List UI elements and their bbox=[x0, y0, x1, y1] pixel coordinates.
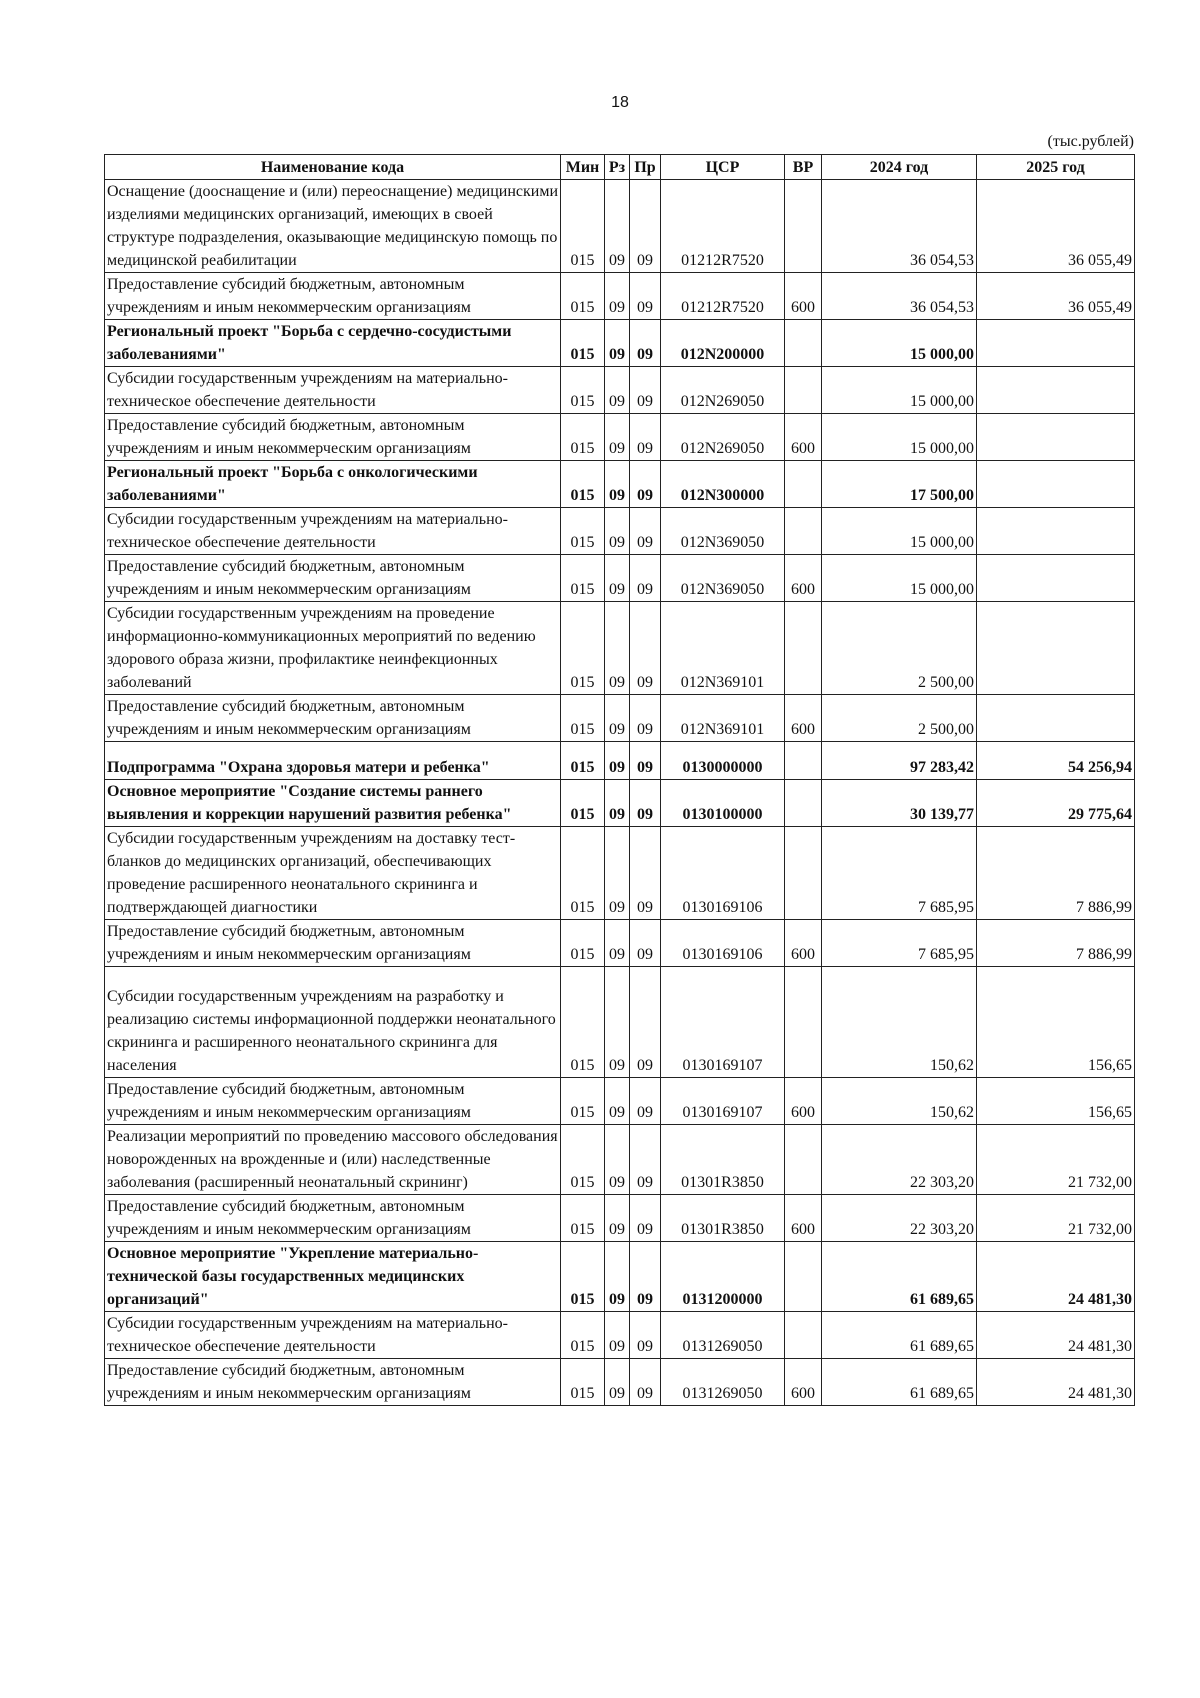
cell-csr: 012N369101 bbox=[661, 695, 785, 742]
cell-rz: 09 bbox=[605, 695, 630, 742]
table-row bbox=[105, 602, 1135, 695]
cell-2024: 97 283,42 bbox=[822, 742, 977, 780]
cell-2024: 61 689,65 bbox=[822, 1242, 977, 1312]
cell-name: Предоставление субсидий бюджетным, автономным учреждениям и иным некоммерческим организациям bbox=[105, 1359, 561, 1406]
cell-pr: 09 bbox=[630, 827, 661, 920]
table-row bbox=[105, 414, 1135, 461]
cell-vr bbox=[785, 967, 822, 1078]
cell-name: Основное мероприятие "Создание системы раннего выявления и коррекции нарушений развития ребенка" bbox=[105, 780, 561, 827]
cell-pr: 09 bbox=[630, 555, 661, 602]
header-rz: Рз bbox=[605, 155, 630, 180]
cell-2025: 7 886,99 bbox=[977, 920, 1135, 967]
cell-2024: 61 689,65 bbox=[822, 1312, 977, 1359]
cell-vr: 600 bbox=[785, 555, 822, 602]
cell-min: 015 bbox=[561, 602, 605, 695]
header-2025: 2025 год bbox=[977, 155, 1135, 180]
cell-min: 015 bbox=[561, 1312, 605, 1359]
cell-vr bbox=[785, 1242, 822, 1312]
cell-rz: 09 bbox=[605, 1242, 630, 1312]
cell-min: 015 bbox=[561, 1125, 605, 1195]
cell-min: 015 bbox=[561, 320, 605, 367]
cell-vr bbox=[785, 742, 822, 780]
cell-csr: 0131269050 bbox=[661, 1312, 785, 1359]
cell-csr: 012N369050 bbox=[661, 508, 785, 555]
cell-pr: 09 bbox=[630, 920, 661, 967]
cell-2025: 21 732,00 bbox=[977, 1125, 1135, 1195]
cell-min: 015 bbox=[561, 1195, 605, 1242]
cell-min: 015 bbox=[561, 367, 605, 414]
cell-rz: 09 bbox=[605, 602, 630, 695]
cell-vr bbox=[785, 508, 822, 555]
header-min: Мин bbox=[561, 155, 605, 180]
cell-2024: 15 000,00 bbox=[822, 508, 977, 555]
cell-2024: 7 685,95 bbox=[822, 827, 977, 920]
table-row bbox=[105, 320, 1135, 367]
cell-min: 015 bbox=[561, 920, 605, 967]
cell-2025 bbox=[977, 414, 1135, 461]
cell-min: 015 bbox=[561, 1242, 605, 1312]
cell-rz: 09 bbox=[605, 414, 630, 461]
page-number: 18 bbox=[611, 94, 629, 111]
table-row bbox=[105, 1125, 1135, 1195]
cell-2024: 150,62 bbox=[822, 1078, 977, 1125]
cell-2025: 24 481,30 bbox=[977, 1312, 1135, 1359]
table-row bbox=[105, 827, 1135, 920]
cell-csr: 0130169106 bbox=[661, 920, 785, 967]
cell-name: Предоставление субсидий бюджетным, автономным учреждениям и иным некоммерческим организациям bbox=[105, 414, 561, 461]
table-row bbox=[105, 555, 1135, 602]
table-row bbox=[105, 367, 1135, 414]
cell-2025 bbox=[977, 508, 1135, 555]
header-csr: ЦСР bbox=[661, 155, 785, 180]
table-body bbox=[105, 180, 1135, 1406]
cell-name: Региональный проект "Борьба с онкологическими заболеваниями" bbox=[105, 461, 561, 508]
cell-2025: 36 055,49 bbox=[977, 180, 1135, 273]
cell-csr: 012N369101 bbox=[661, 602, 785, 695]
cell-csr: 012N269050 bbox=[661, 367, 785, 414]
table-row bbox=[105, 695, 1135, 742]
cell-2024: 22 303,20 bbox=[822, 1195, 977, 1242]
table-row bbox=[105, 742, 1135, 780]
cell-2025: 24 481,30 bbox=[977, 1359, 1135, 1406]
cell-pr: 09 bbox=[630, 273, 661, 320]
cell-pr: 09 bbox=[630, 367, 661, 414]
table-row bbox=[105, 780, 1135, 827]
cell-2025 bbox=[977, 695, 1135, 742]
cell-vr: 600 bbox=[785, 695, 822, 742]
cell-rz: 09 bbox=[605, 1125, 630, 1195]
cell-2024: 15 000,00 bbox=[822, 555, 977, 602]
cell-pr: 09 bbox=[630, 967, 661, 1078]
cell-2024: 17 500,00 bbox=[822, 461, 977, 508]
cell-2024: 7 685,95 bbox=[822, 920, 977, 967]
cell-2024: 36 054,53 bbox=[822, 273, 977, 320]
cell-rz: 09 bbox=[605, 742, 630, 780]
cell-min: 015 bbox=[561, 180, 605, 273]
cell-min: 015 bbox=[561, 742, 605, 780]
cell-pr: 09 bbox=[630, 780, 661, 827]
cell-name: Предоставление субсидий бюджетным, автономным учреждениям и иным некоммерческим организациям bbox=[105, 555, 561, 602]
cell-name: Предоставление субсидий бюджетным, автономным учреждениям и иным некоммерческим организациям bbox=[105, 920, 561, 967]
cell-csr: 01301R3850 bbox=[661, 1195, 785, 1242]
cell-min: 015 bbox=[561, 555, 605, 602]
cell-csr: 012N369050 bbox=[661, 555, 785, 602]
cell-rz: 09 bbox=[605, 1195, 630, 1242]
cell-2024: 15 000,00 bbox=[822, 320, 977, 367]
header-vr: ВР bbox=[785, 155, 822, 180]
cell-2025: 156,65 bbox=[977, 1078, 1135, 1125]
cell-vr bbox=[785, 827, 822, 920]
cell-vr: 600 bbox=[785, 414, 822, 461]
cell-2025: 156,65 bbox=[977, 967, 1135, 1078]
cell-name: Предоставление субсидий бюджетным, автономным учреждениям и иным некоммерческим организациям bbox=[105, 1078, 561, 1125]
budget-table bbox=[104, 154, 1135, 1406]
cell-csr: 01212R7520 bbox=[661, 273, 785, 320]
table-row bbox=[105, 461, 1135, 508]
cell-pr: 09 bbox=[630, 1242, 661, 1312]
cell-2025 bbox=[977, 602, 1135, 695]
cell-2024: 2 500,00 bbox=[822, 695, 977, 742]
cell-rz: 09 bbox=[605, 461, 630, 508]
cell-2025 bbox=[977, 367, 1135, 414]
cell-rz: 09 bbox=[605, 320, 630, 367]
table-row bbox=[105, 1195, 1135, 1242]
cell-rz: 09 bbox=[605, 273, 630, 320]
cell-pr: 09 bbox=[630, 742, 661, 780]
cell-vr: 600 bbox=[785, 920, 822, 967]
cell-pr: 09 bbox=[630, 1312, 661, 1359]
cell-pr: 09 bbox=[630, 1359, 661, 1406]
cell-pr: 09 bbox=[630, 508, 661, 555]
cell-min: 015 bbox=[561, 827, 605, 920]
cell-vr: 600 bbox=[785, 1359, 822, 1406]
cell-vr: 600 bbox=[785, 1078, 822, 1125]
cell-rz: 09 bbox=[605, 180, 630, 273]
cell-pr: 09 bbox=[630, 602, 661, 695]
cell-min: 015 bbox=[561, 1359, 605, 1406]
table-row bbox=[105, 967, 1135, 1078]
cell-min: 015 bbox=[561, 273, 605, 320]
cell-name: Предоставление субсидий бюджетным, автономным учреждениям и иным некоммерческим организациям bbox=[105, 273, 561, 320]
cell-name: Реализации мероприятий по проведению массового обследования новорожденных на врожденные и (или) наследственные заболевания (расширенный неонатальный скрининг) bbox=[105, 1125, 561, 1195]
cell-rz: 09 bbox=[605, 827, 630, 920]
table-row bbox=[105, 508, 1135, 555]
cell-name: Субсидии государственным учреждениям на материально-техническое обеспечение деятельности bbox=[105, 367, 561, 414]
cell-pr: 09 bbox=[630, 180, 661, 273]
cell-pr: 09 bbox=[630, 414, 661, 461]
cell-csr: 012N269050 bbox=[661, 414, 785, 461]
cell-min: 015 bbox=[561, 508, 605, 555]
cell-min: 015 bbox=[561, 780, 605, 827]
cell-2024: 22 303,20 bbox=[822, 1125, 977, 1195]
cell-name: Предоставление субсидий бюджетным, автономным учреждениям и иным некоммерческим организациям bbox=[105, 1195, 561, 1242]
cell-2025: 29 775,64 bbox=[977, 780, 1135, 827]
cell-2025: 7 886,99 bbox=[977, 827, 1135, 920]
cell-name: Основное мероприятие "Укрепление материально-технической базы государственных медицинских организаций" bbox=[105, 1242, 561, 1312]
cell-min: 015 bbox=[561, 967, 605, 1078]
table-header-row bbox=[105, 155, 1135, 180]
cell-vr bbox=[785, 461, 822, 508]
cell-csr: 0130169106 bbox=[661, 827, 785, 920]
cell-2025 bbox=[977, 320, 1135, 367]
cell-2025 bbox=[977, 555, 1135, 602]
cell-min: 015 bbox=[561, 414, 605, 461]
cell-pr: 09 bbox=[630, 695, 661, 742]
cell-vr bbox=[785, 367, 822, 414]
cell-csr: 0130169107 bbox=[661, 967, 785, 1078]
cell-2024: 61 689,65 bbox=[822, 1359, 977, 1406]
cell-csr: 01301R3850 bbox=[661, 1125, 785, 1195]
cell-name: Субсидии государственным учреждениям на материально-техническое обеспечение деятельности bbox=[105, 508, 561, 555]
cell-2025: 36 055,49 bbox=[977, 273, 1135, 320]
cell-rz: 09 bbox=[605, 967, 630, 1078]
cell-name: Региональный проект "Борьба с сердечно-сосудистыми заболеваниями" bbox=[105, 320, 561, 367]
cell-vr bbox=[785, 1312, 822, 1359]
table-row bbox=[105, 1312, 1135, 1359]
cell-vr bbox=[785, 780, 822, 827]
cell-2024: 15 000,00 bbox=[822, 367, 977, 414]
cell-min: 015 bbox=[561, 461, 605, 508]
cell-2024: 2 500,00 bbox=[822, 602, 977, 695]
header-name: Наименование кода bbox=[105, 155, 561, 180]
cell-name: Предоставление субсидий бюджетным, автономным учреждениям и иным некоммерческим организациям bbox=[105, 695, 561, 742]
cell-csr: 0131200000 bbox=[661, 1242, 785, 1312]
cell-vr bbox=[785, 320, 822, 367]
cell-csr: 0130000000 bbox=[661, 742, 785, 780]
cell-name: Подпрограмма "Охрана здоровья матери и ребенка" bbox=[105, 742, 561, 780]
cell-csr: 012N200000 bbox=[661, 320, 785, 367]
cell-vr bbox=[785, 602, 822, 695]
table-row bbox=[105, 1078, 1135, 1125]
cell-pr: 09 bbox=[630, 1078, 661, 1125]
cell-rz: 09 bbox=[605, 920, 630, 967]
cell-rz: 09 bbox=[605, 1312, 630, 1359]
cell-2025: 21 732,00 bbox=[977, 1195, 1135, 1242]
cell-csr: 0130169107 bbox=[661, 1078, 785, 1125]
cell-2025: 24 481,30 bbox=[977, 1242, 1135, 1312]
cell-min: 015 bbox=[561, 1078, 605, 1125]
cell-rz: 09 bbox=[605, 367, 630, 414]
cell-vr bbox=[785, 180, 822, 273]
cell-csr: 0130100000 bbox=[661, 780, 785, 827]
cell-rz: 09 bbox=[605, 1078, 630, 1125]
cell-csr: 0131269050 bbox=[661, 1359, 785, 1406]
cell-2024: 15 000,00 bbox=[822, 414, 977, 461]
cell-min: 015 bbox=[561, 695, 605, 742]
cell-2025 bbox=[977, 461, 1135, 508]
cell-rz: 09 bbox=[605, 508, 630, 555]
table-row bbox=[105, 1242, 1135, 1312]
cell-rz: 09 bbox=[605, 555, 630, 602]
cell-vr: 600 bbox=[785, 273, 822, 320]
cell-name: Субсидии государственным учреждениям на материально-техническое обеспечение деятельности bbox=[105, 1312, 561, 1359]
cell-pr: 09 bbox=[630, 461, 661, 508]
units-label: (тыс.рублей) bbox=[1047, 133, 1134, 150]
cell-2024: 36 054,53 bbox=[822, 180, 977, 273]
cell-pr: 09 bbox=[630, 1195, 661, 1242]
cell-vr bbox=[785, 1125, 822, 1195]
cell-name: Оснащение (дооснащение и (или) переоснащение) медицинскими изделиями медицинских организаций, имеющих в своей структуре подразделения, оказывающие медицинскую помощь по медицинской реабилитации bbox=[105, 180, 561, 273]
cell-vr: 600 bbox=[785, 1195, 822, 1242]
cell-csr: 01212R7520 bbox=[661, 180, 785, 273]
cell-2025: 54 256,94 bbox=[977, 742, 1135, 780]
cell-name: Субсидии государственным учреждениям на разработку и реализацию системы информационной поддержки неонатального скрининга и расширенного неонатального скрининга для населения bbox=[105, 967, 561, 1078]
cell-csr: 012N300000 bbox=[661, 461, 785, 508]
table-row bbox=[105, 180, 1135, 273]
header-2024: 2024 год bbox=[822, 155, 977, 180]
cell-2024: 150,62 bbox=[822, 967, 977, 1078]
table-row bbox=[105, 1359, 1135, 1406]
cell-pr: 09 bbox=[630, 320, 661, 367]
header-pr: Пр bbox=[630, 155, 661, 180]
table-row bbox=[105, 273, 1135, 320]
cell-2024: 30 139,77 bbox=[822, 780, 977, 827]
cell-pr: 09 bbox=[630, 1125, 661, 1195]
cell-rz: 09 bbox=[605, 780, 630, 827]
cell-name: Субсидии государственным учреждениям на проведение информационно-коммуникационных мероприятий по ведению здорового образа жизни, профилактике неинфекционных заболеваний bbox=[105, 602, 561, 695]
cell-name: Субсидии государственным учреждениям на доставку тест-бланков до медицинских организаций, обеспечивающих проведение расширенного неонатального скрининга и подтверждающей диагностики bbox=[105, 827, 561, 920]
cell-rz: 09 bbox=[605, 1359, 630, 1406]
table-row bbox=[105, 920, 1135, 967]
